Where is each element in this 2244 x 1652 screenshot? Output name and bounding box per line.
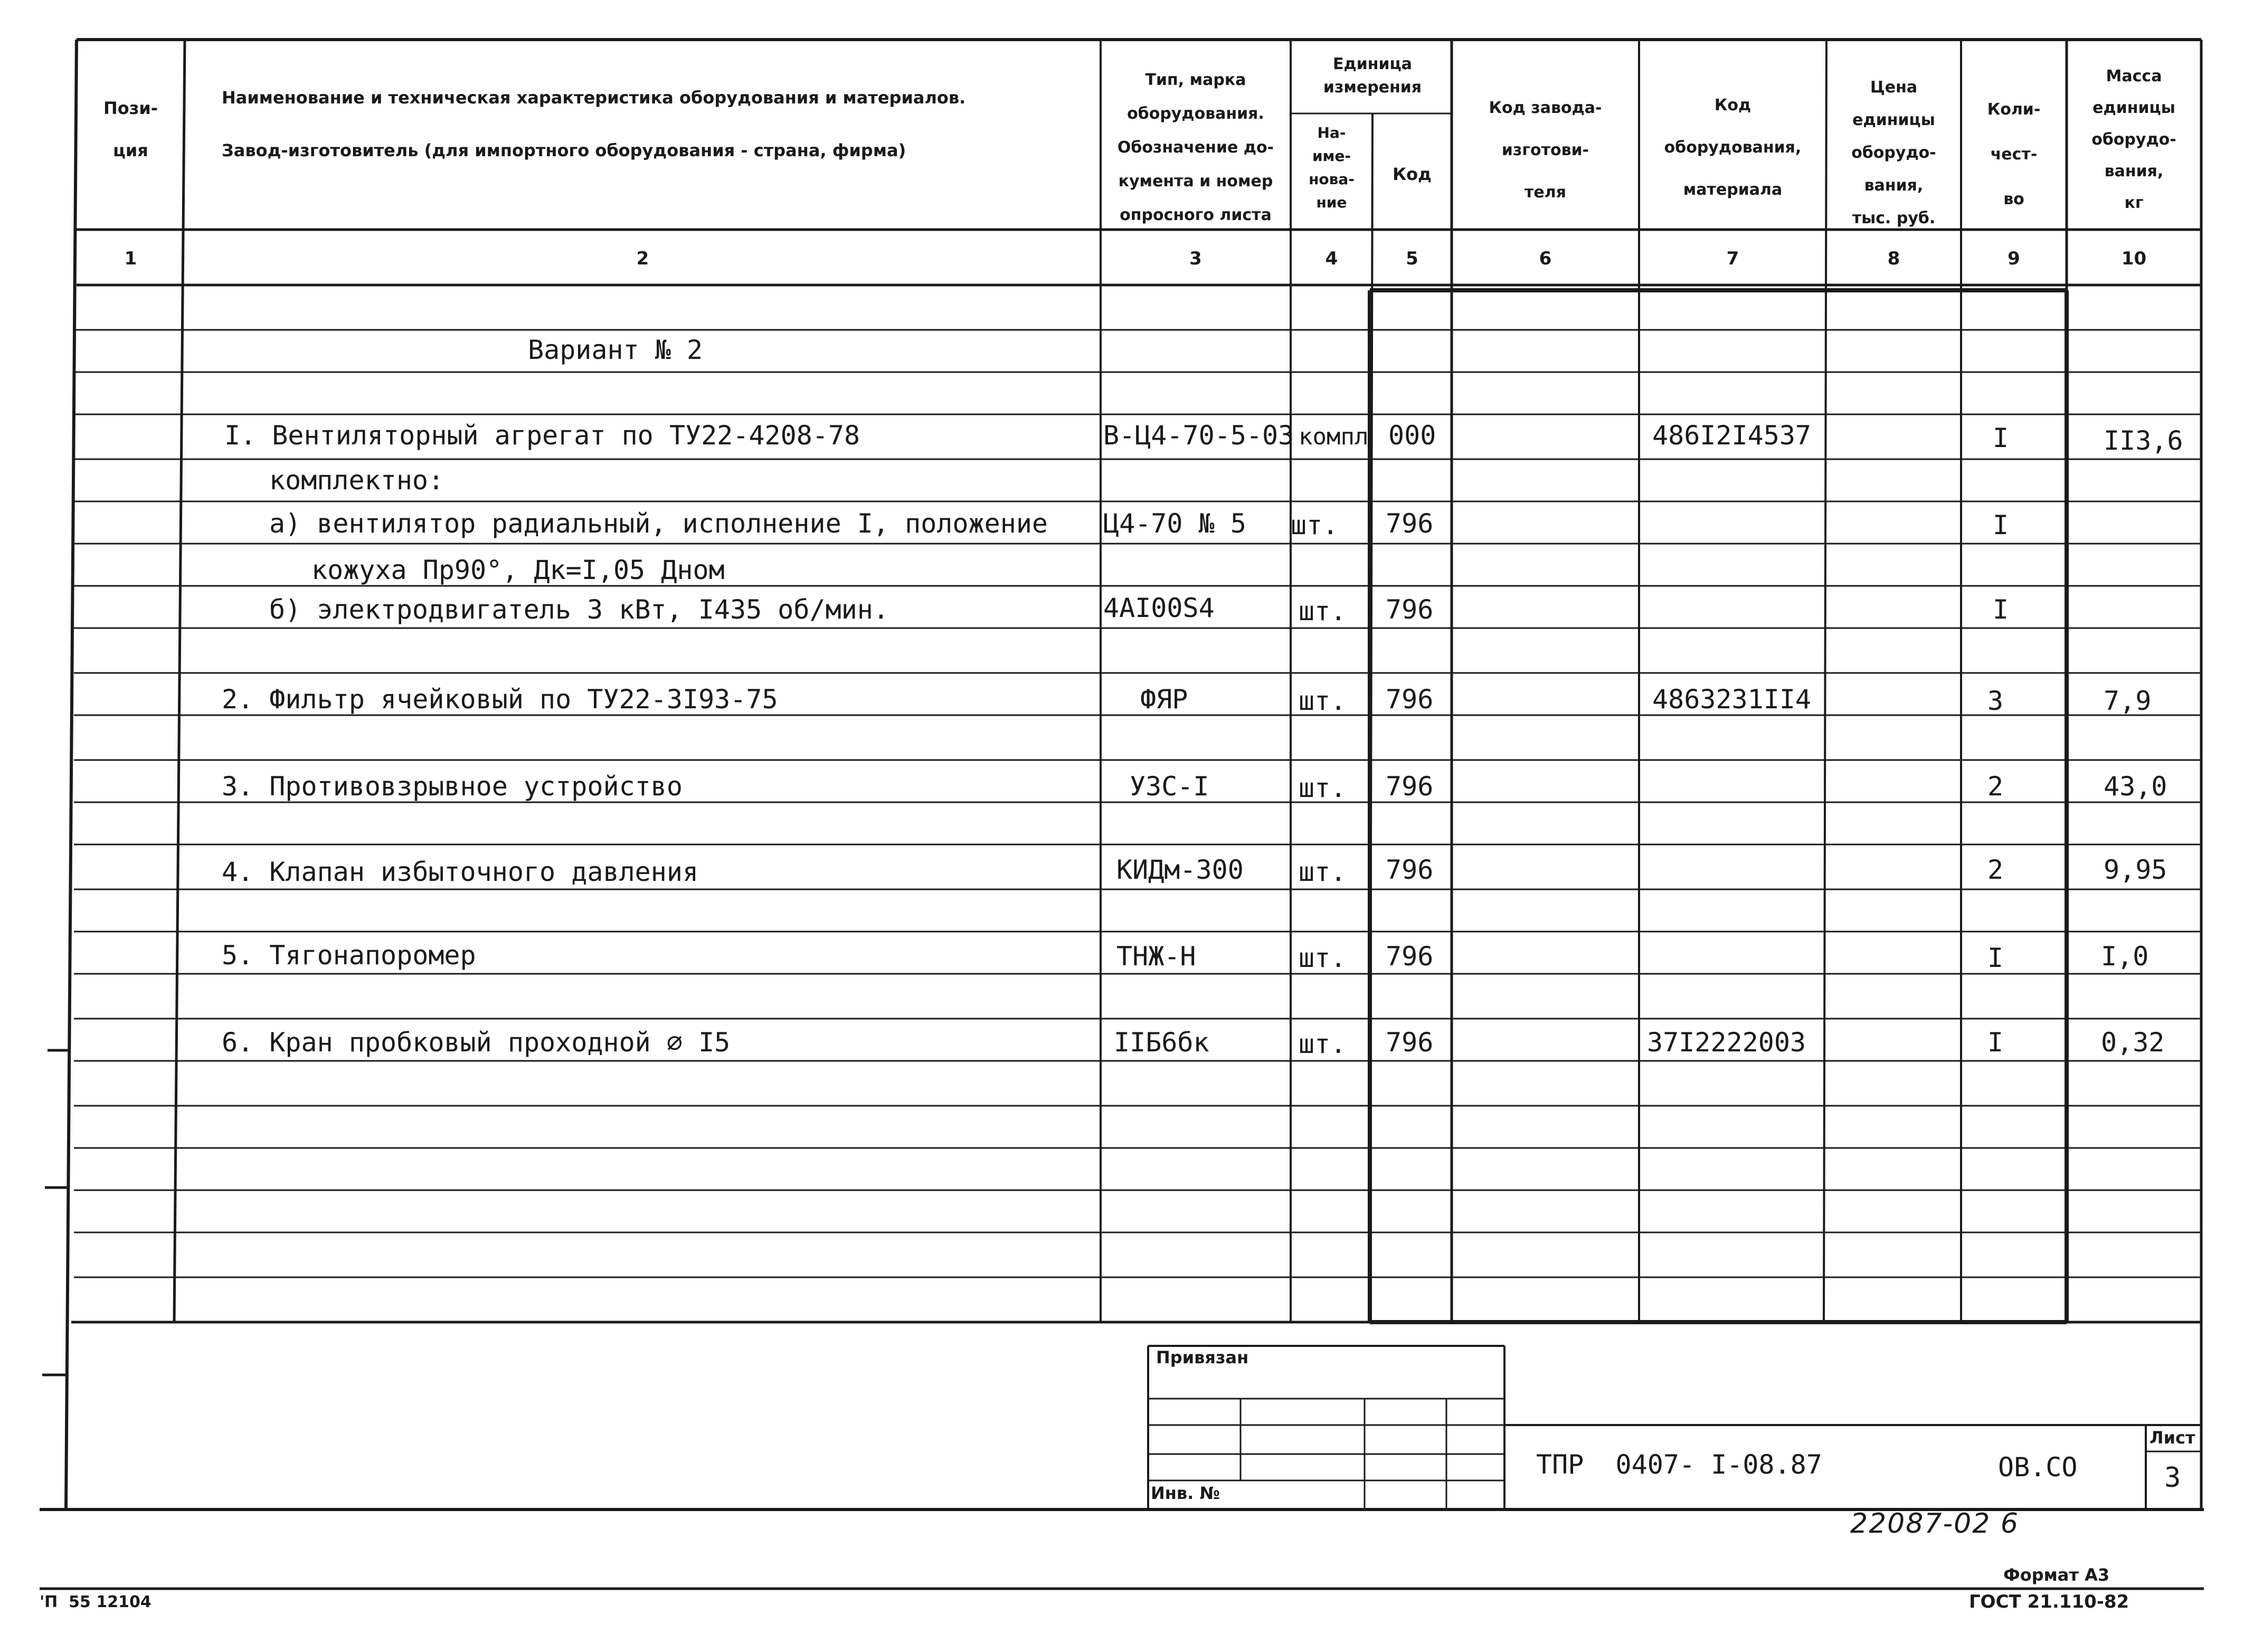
stamp-sheet-number: 3 xyxy=(2164,1462,2181,1494)
column-number: 10 xyxy=(2121,248,2147,269)
row-mass: 43,0 xyxy=(2104,771,2167,802)
row-type: УЗС-I xyxy=(1130,771,1209,802)
row-equipment-code: 4863231II4 xyxy=(1652,684,1812,715)
column-number: 6 xyxy=(1539,248,1552,269)
column-number: 1 xyxy=(124,248,137,269)
row-unit-code: 796 xyxy=(1386,1027,1434,1058)
header-name: Наименование и техническая характеристика оборудования и материалов. Завод-изготовитель (для импортного оборудования - страна, фирма) xyxy=(222,88,966,160)
row-name: I. Вентиляторный агрегат по ТУ22-4208-78 xyxy=(224,420,860,451)
stamp-section-code: ОВ.СО xyxy=(1998,1452,2078,1483)
row-unit: шт. xyxy=(1299,1029,1347,1059)
format-label: Формат А3 xyxy=(2003,1565,2110,1585)
row-unit-code: 796 xyxy=(1386,508,1434,539)
row-name: 6. Кран пробковый проходной ∅ I5 xyxy=(222,1027,731,1058)
row-unit-code: 796 xyxy=(1386,771,1434,802)
stamp-sheet-label: Лист xyxy=(2150,1428,2195,1448)
row-unit: шт. xyxy=(1299,596,1347,626)
header-unit-name: На- име- нова- ние xyxy=(1309,124,1355,211)
row-name: 4. Клапан избыточного давления xyxy=(222,857,699,887)
row-unit: шт. xyxy=(1299,686,1347,716)
row-name: 3. Противовзрывное устройство xyxy=(222,771,683,802)
header-price: Цена единицы оборудо- вания, тыс. руб. xyxy=(1851,78,1936,227)
row-name: 5. Тягонапоромер xyxy=(222,940,476,971)
row-name: а) вентилятор радиальный, исполнение I, положение xyxy=(269,508,1048,539)
row-name: 2. Фильтр ячейковый по ТУ22-3I93-75 xyxy=(222,684,778,715)
row-unit-code: 796 xyxy=(1386,684,1434,715)
column-number: 4 xyxy=(1325,248,1338,269)
row-equipment-code: 37I2222003 xyxy=(1647,1027,1806,1058)
row-unit-code: 796 xyxy=(1386,941,1434,972)
column-number: 2 xyxy=(636,248,649,269)
stamp-inv-label: Инв. № xyxy=(1151,1483,1220,1503)
row-mass: I,0 xyxy=(2101,941,2149,972)
row-unit-code: 000 xyxy=(1388,420,1436,451)
row-name: кожуха Пр90°, Дк=I,05 Дном xyxy=(311,555,725,585)
column-number: 7 xyxy=(1726,248,1739,269)
header-factory-code: Код завода- изготови- теля xyxy=(1489,99,1602,202)
row-unit: шт. xyxy=(1299,943,1347,973)
row-quantity: I xyxy=(1987,943,2004,973)
stamp-document-code: ТПР 0407- I-08.87 xyxy=(1536,1449,1822,1480)
row-type: 4АI00S4 xyxy=(1103,593,1215,623)
header-type: Тип, марка оборудования. Обозначение до- кумента и номер опросного листа xyxy=(1117,71,1274,224)
row-type: В-Ц4-70-5-03 xyxy=(1103,420,1294,451)
row-type: IIБ6бк xyxy=(1114,1027,1209,1058)
variant-title: Вариант № 2 xyxy=(528,335,703,365)
row-equipment-code: 486I2I4537 xyxy=(1652,420,1812,451)
row-mass: 7,9 xyxy=(2104,686,2152,716)
column-number: 3 xyxy=(1189,248,1202,269)
row-type: Ц4-70 № 5 xyxy=(1103,508,1246,539)
row-quantity: 2 xyxy=(1987,771,2004,802)
row-mass: 9,95 xyxy=(2104,855,2167,885)
header-unit-group: Единица измерения xyxy=(1323,55,1422,97)
handwritten-archive-number: 22087-02 6 xyxy=(1850,1508,2019,1540)
header-quantity: Коли- чест- во xyxy=(1987,100,2041,208)
row-quantity: I xyxy=(1993,510,2009,540)
row-mass: II3,6 xyxy=(2104,425,2183,456)
row-type: ФЯР xyxy=(1140,684,1188,715)
row-quantity: I xyxy=(1993,423,2009,453)
row-type: КИДм-300 xyxy=(1116,855,1244,885)
column-number: 9 xyxy=(2008,248,2020,269)
gost-label: ГОСТ 21.110-82 xyxy=(1969,1591,2129,1612)
row-quantity: 3 xyxy=(1987,686,2004,716)
row-type: ТНЖ-Н xyxy=(1116,941,1196,972)
column-number: 8 xyxy=(1887,248,1900,269)
row-mass: 0,32 xyxy=(2101,1027,2165,1058)
row-unit: компл xyxy=(1299,423,1369,450)
header-equipment-code: Код оборудования, материала xyxy=(1664,96,1802,199)
header-position: Пози- ция xyxy=(103,98,158,160)
header-unit-code: Код xyxy=(1393,164,1432,184)
row-quantity: I xyxy=(1993,594,2009,625)
row-quantity: 2 xyxy=(1987,855,2004,885)
row-name: комплектно: xyxy=(269,465,444,496)
row-unit: шт. xyxy=(1291,510,1339,540)
header-mass: Масса единицы оборудо- вания, кг xyxy=(2091,67,2176,212)
stamp-attached-label: Привязан xyxy=(1156,1347,1249,1368)
row-unit: шт. xyxy=(1299,773,1347,803)
row-quantity: I xyxy=(1987,1027,2004,1058)
print-code: 'П 55 12104 xyxy=(40,1593,152,1611)
column-number: 5 xyxy=(1406,248,1418,269)
row-unit-code: 796 xyxy=(1386,855,1434,885)
row-unit: шт. xyxy=(1299,857,1347,887)
row-name: б) электродвигатель 3 кВт, I435 об/мин. xyxy=(269,594,889,625)
row-unit-code: 796 xyxy=(1386,594,1434,625)
